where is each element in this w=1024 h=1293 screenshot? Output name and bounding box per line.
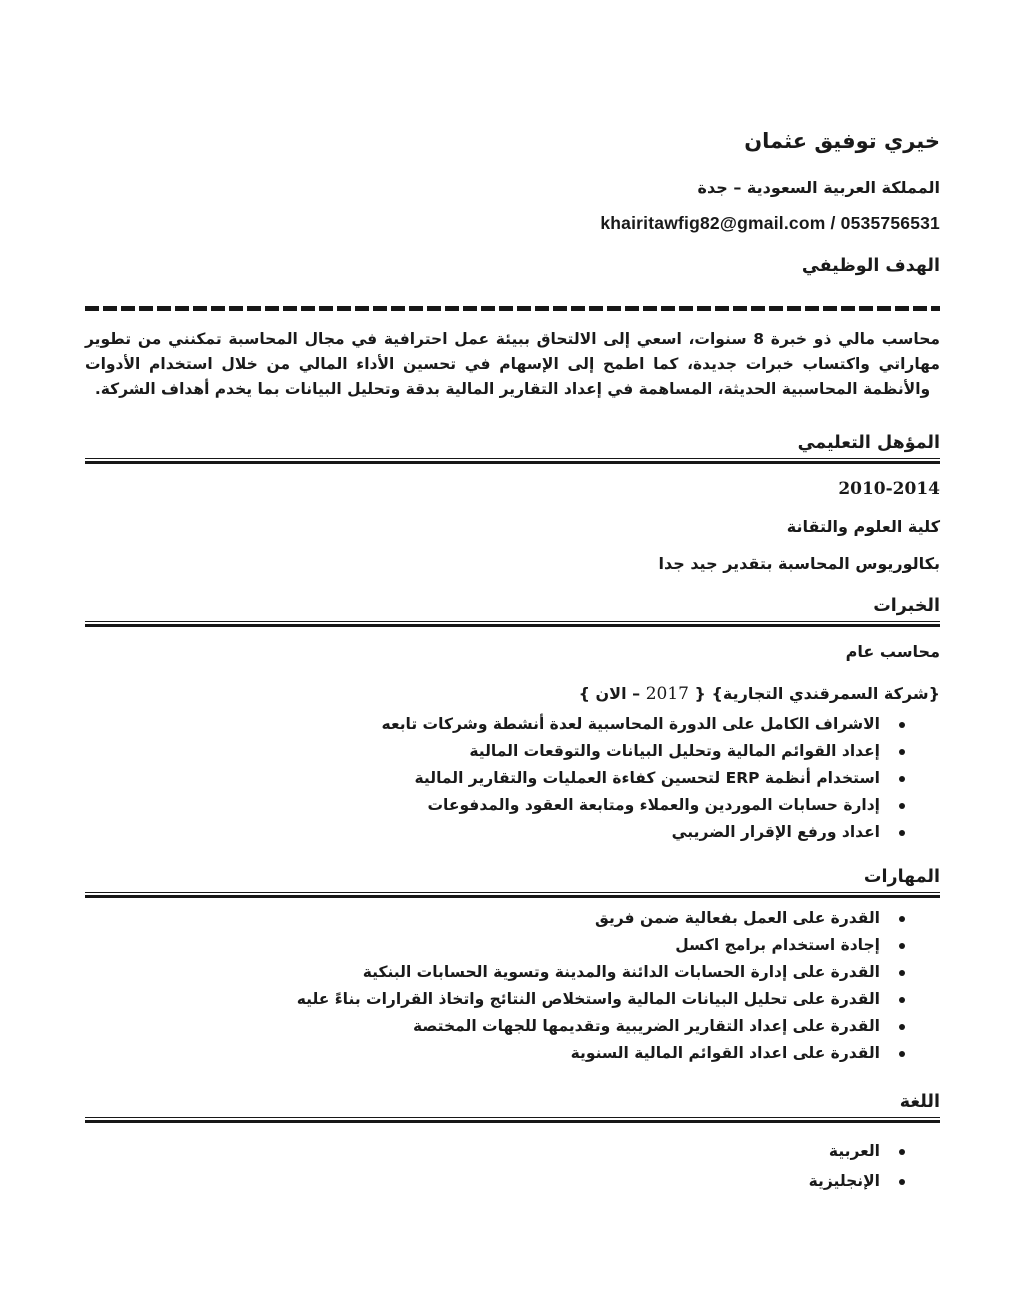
list-item-text: اعداد ورفع الإقرار الضريبي — [671, 823, 880, 841]
bullet-dot-icon — [899, 1179, 905, 1185]
experience-job-title: محاسب عام — [845, 642, 940, 661]
skills-heading: المهارات — [863, 867, 940, 887]
list-item-text: القدرة على العمل بفعالية ضمن فريق — [595, 909, 880, 927]
experience-bullet-list — [85, 715, 940, 842]
section-language — [85, 1091, 940, 1191]
list-item — [85, 796, 940, 815]
list-item — [85, 1172, 940, 1191]
list-item-text: إجادة استخدام برامج اكسل — [675, 936, 880, 954]
list-item — [85, 990, 940, 1009]
list-item-text: استخدام أنظمة ERP لتحسين كفاءة العمليات والتقارير المالية — [414, 769, 880, 787]
bullet-dot-icon — [899, 1149, 905, 1155]
language-bullet-list — [85, 1142, 940, 1191]
bullet-dot-icon — [899, 1024, 905, 1030]
education-heading: المؤهل التعليمي — [797, 433, 940, 453]
skills-divider — [85, 892, 940, 898]
bullet-dot-icon — [899, 997, 905, 1003]
section-experience — [85, 595, 940, 842]
bullet-dot-icon — [899, 830, 905, 836]
experience-company-line — [85, 684, 940, 704]
company-period-close: – الان } — [578, 684, 646, 703]
list-item-text: العربية — [828, 1142, 880, 1160]
list-item-text: إدارة حسابات الموردين والعملاء ومتابعة العقود والمدفوعات — [427, 796, 880, 814]
list-item — [85, 1017, 940, 1036]
bullet-dot-icon — [899, 722, 905, 728]
bullet-dot-icon — [899, 970, 905, 976]
skills-bullet-list — [85, 909, 940, 1063]
language-heading: اللغة — [899, 1092, 940, 1112]
objective-divider — [85, 306, 940, 311]
list-item — [85, 936, 940, 955]
language-divider — [85, 1117, 940, 1123]
list-item-text: القدرة على إدارة الحسابات الدائنة والمدينة وتسوية الحسابات البنكية — [362, 963, 880, 981]
bullet-dot-icon — [899, 943, 905, 949]
section-education — [85, 432, 940, 573]
objective-paragraph: محاسب مالي ذو خبرة 8 سنوات، اسعي إلى الالتحاق ببيئة عمل احترافية في مجال المحاسبة تمكنني من تطوير مهاراتي واكتساب خبرات جديدة، كما اطمح إلى الإسهام في تحسين الأداء المالي من خلال استخدام الأدوات والأنظمة المحاسبية الحديثة، المساهمة في إعداد التقارير المالية بدقة وتحليل البيانات بما يخدم أهداف الشركة. — [85, 330, 940, 398]
bullet-dot-icon — [899, 803, 905, 809]
candidate-name: خيري توفيق عثمان — [744, 129, 940, 153]
company-name: {شركة السمرقندي التجارية} — [711, 684, 940, 703]
contact-line: khairitawfig82@gmail.com / 0535756531 — [600, 213, 940, 233]
education-school: كلية العلوم والتقانة — [786, 517, 940, 536]
list-item-text: الاشراف الكامل على الدورة المحاسبية لعدة أنشطة وشركات تابعه — [381, 715, 880, 733]
experience-divider — [85, 621, 940, 627]
list-item — [85, 742, 940, 761]
education-period: 2010-2014 — [838, 479, 940, 499]
experience-heading: الخبرات — [873, 596, 940, 616]
list-item — [85, 715, 940, 734]
list-item — [85, 1142, 940, 1161]
bullet-dot-icon — [899, 776, 905, 782]
section-skills — [85, 866, 940, 1063]
list-item-text: القدرة على اعداد القوائم المالية السنوية — [570, 1044, 880, 1062]
list-item — [85, 909, 940, 928]
section-objective — [85, 255, 940, 402]
list-item — [85, 1044, 940, 1063]
bullet-dot-icon — [899, 749, 905, 755]
company-period-open: { — [688, 684, 706, 703]
list-item-text: القدرة على تحليل البيانات المالية واستخلاص النتائج واتخاذ القرارات بناءً عليه — [296, 990, 880, 1008]
list-item-text: القدرة على إعداد التقارير الضريبية وتقديمها للجهات المختصة — [412, 1017, 880, 1035]
bullet-dot-icon — [899, 916, 905, 922]
list-item — [85, 823, 940, 842]
candidate-location: المملكة العربية السعودية – جدة — [697, 178, 940, 197]
education-divider — [85, 458, 940, 464]
list-item-text: إعداد القوائم المالية وتحليل البيانات والتوقعات المالية — [469, 742, 880, 760]
education-degree: بكالوريوس المحاسبة بتقدير جيد جدا — [658, 554, 940, 573]
list-item — [85, 769, 940, 788]
resume-header — [85, 128, 940, 234]
bullet-dot-icon — [899, 1051, 905, 1057]
list-item — [85, 963, 940, 982]
objective-heading: الهدف الوظيفي — [801, 256, 940, 276]
company-period-year: 2017 — [645, 684, 689, 704]
list-item-text: الإنجليزية — [808, 1172, 880, 1190]
